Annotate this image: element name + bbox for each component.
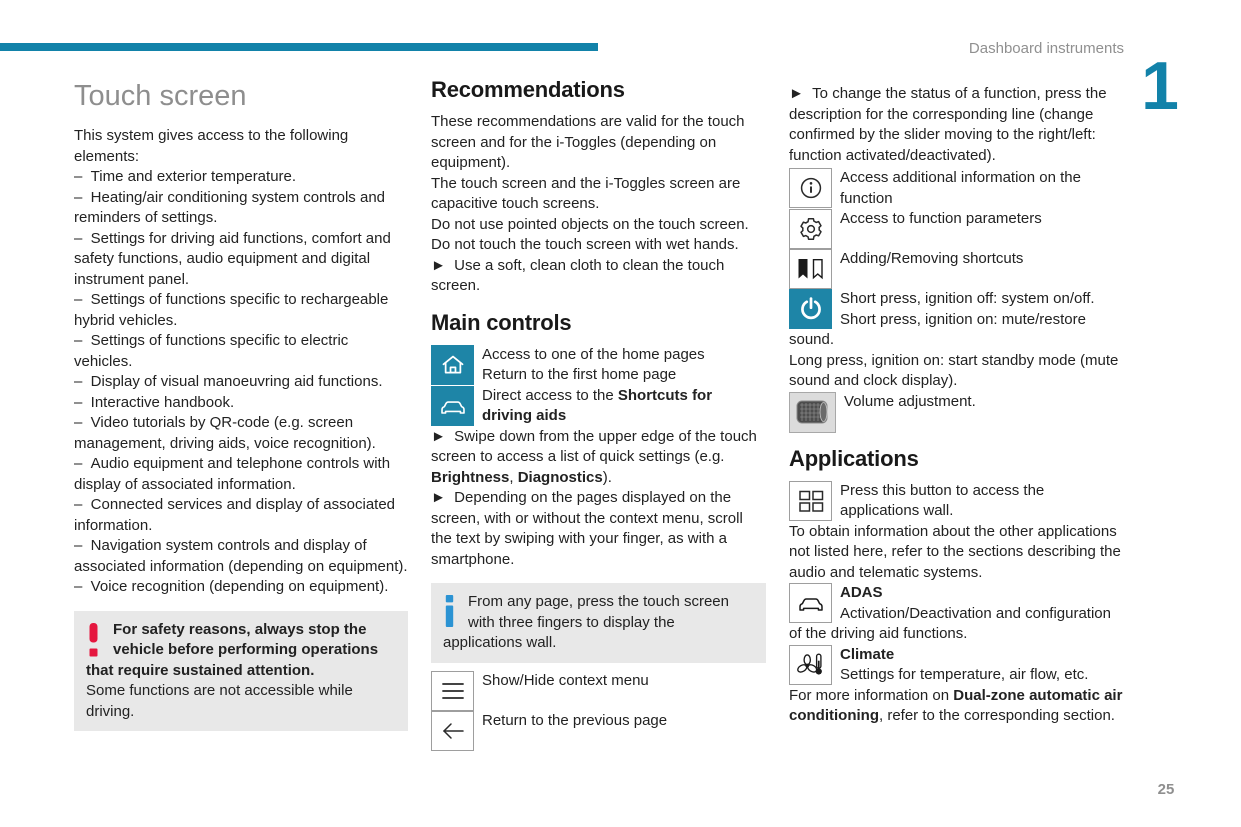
- paragraph: To obtain information about the other applications not listed here, refer to the sections describing the audio and telematic systems.: [789, 522, 1121, 581]
- climate-row-title: Climate: [840, 645, 895, 663]
- list-item: – Heating/air conditioning system controls and reminders of settings.: [74, 188, 386, 226]
- list-item: – Settings of functions specific to electric vehicles.: [74, 332, 349, 370]
- section-title-touch-screen: Touch screen: [74, 80, 247, 112]
- nav-row-context-menu: [431, 671, 766, 711]
- function-row-label: Short press, ignition on: mute/restore sound.: [789, 310, 1086, 348]
- volume-row-label: Volume adjustment.: [844, 392, 976, 410]
- chapter-accent-bar: [0, 43, 598, 51]
- adas-row-desc: Activation/Deactivation and configuration of the driving aid functions.: [789, 604, 1111, 642]
- climate-icon: [789, 645, 832, 685]
- control-row-label: Direct access to the Shortcuts for driving aids: [482, 386, 713, 424]
- nav-row-label: Show/Hide context menu: [482, 671, 649, 689]
- function-row-power: [789, 289, 1124, 351]
- chapter-title: Dashboard instruments: [968, 40, 1124, 57]
- climate-row: [789, 645, 1124, 686]
- volume-knob-icon: [789, 392, 836, 433]
- control-row-home: [431, 345, 766, 386]
- function-row-label: Access additional information on the function: [840, 169, 1081, 207]
- info-circle-icon: [789, 168, 832, 208]
- info-note-text: From any page, press the touch screen with three fingers to display the applications wall.: [443, 593, 729, 651]
- control-row-driving-aids: [431, 386, 766, 427]
- adas-row-title: ADAS: [840, 584, 883, 601]
- list-item: – Interactive handbook.: [74, 393, 235, 411]
- function-row-shortcuts: [789, 249, 1124, 289]
- info-note-box: [431, 583, 766, 663]
- paragraph: ► Depending on the pages displayed on the screen, with or without the context menu, scroll the text by swiping with your finger, as with a smartphone.: [431, 489, 743, 568]
- climate-row-desc: Settings for temperature, air flow, etc.: [840, 666, 1089, 683]
- volume-row: [789, 392, 1124, 433]
- home-icon: [431, 345, 474, 385]
- bookmarks-icon: [789, 249, 832, 289]
- applications-row-label: Press this button to access the applications wall.: [840, 481, 1045, 519]
- paragraph: For more information on Dual-zone automatic air conditioning, refer to the corresponding section.: [789, 686, 1123, 724]
- paragraph: These recommendations are valid for the touch screen and for the i-Toggles (depending on equipment).: [431, 113, 745, 171]
- warning-text: Some functions are not accessible while driving.: [86, 682, 353, 720]
- column-main: [431, 77, 766, 751]
- warning-exclamation-icon: [86, 623, 101, 657]
- nav-row-label: Return to the previous page: [482, 711, 668, 729]
- function-row-label: Short press, ignition off: system on/off.: [840, 290, 1095, 307]
- section-title-recommendations: Recommendations: [431, 77, 625, 102]
- control-row-label: Return to the first home page: [482, 366, 677, 383]
- paragraph: Long press, ignition on: start standby mode (mute sound and clock display).: [789, 351, 1119, 389]
- list-item: – Settings of functions specific to rechargeable hybrid vehicles.: [74, 291, 389, 329]
- section-title-applications: Applications: [789, 445, 919, 471]
- touch-screen-intro: This system gives access to the following elements:: [74, 127, 349, 165]
- function-row-label: Access to function parameters: [840, 210, 1042, 227]
- list-item: – Video tutorials by QR-code (e.g. screen management, driving aids, voice recognition).: [74, 414, 376, 452]
- section-title-main-controls: Main controls: [431, 309, 572, 335]
- function-row-parameters: [789, 209, 1124, 249]
- list-item: – Time and exterior temperature.: [74, 168, 297, 185]
- adas-row: [789, 583, 1124, 645]
- gear-icon: [789, 209, 832, 249]
- paragraph: The touch screen and the i-Toggles screen are capacitive touch screens.: [431, 174, 741, 212]
- list-item: – Connected services and display of associated information.: [74, 496, 396, 534]
- paragraph: ► Use a soft, clean cloth to clean the touch screen.: [431, 256, 725, 294]
- list-item: – Display of visual manoeuvring aid functions.: [74, 373, 383, 390]
- context-menu-icon: [431, 671, 474, 711]
- list-item: – Navigation system controls and display of associated information (depending on equipment).: [74, 537, 408, 575]
- nav-row-back: [431, 711, 766, 751]
- column-functions-applications: [789, 84, 1124, 727]
- function-row-info: [789, 168, 1124, 209]
- list-item: – Settings for driving aid functions, comfort and safety functions, audio equipment and digital instrument panel.: [74, 229, 391, 288]
- app-grid-icon: [789, 481, 832, 521]
- adas-car-icon: [789, 583, 832, 623]
- paragraph: ► Swipe down from the upper edge of the touch screen to access a list of quick settings (e.g. Brightness, Diagnostics).: [431, 427, 757, 486]
- paragraph: Do not touch the touch screen with wet hands.: [431, 236, 739, 253]
- column-touch-screen: [74, 80, 408, 731]
- applications-row: [789, 481, 1124, 522]
- car-icon: [431, 386, 474, 426]
- function-row-label: Adding/Removing shortcuts: [840, 250, 1024, 267]
- chapter-number: 1: [1141, 48, 1179, 124]
- page-number: 25: [1157, 781, 1175, 798]
- paragraph: ► To change the status of a function, press the description for the corresponding line (change confirmed by the slider moving to the right/left: function activated/deactivated).: [789, 85, 1107, 164]
- paragraph: Do not use pointed objects on the touch screen.: [431, 215, 749, 233]
- control-row-label: Access to one of the home pages: [482, 345, 705, 363]
- info-i-icon: [443, 595, 456, 627]
- power-icon: [789, 289, 832, 329]
- warning-text-bold: For safety reasons, always stop the vehicle before performing operations that require sustained attention.: [86, 620, 379, 679]
- safety-warning-box: [74, 611, 408, 732]
- list-item: – Voice recognition (depending on equipment).: [74, 578, 389, 595]
- list-item: – Audio equipment and telephone controls with display of associated information.: [74, 455, 391, 493]
- back-arrow-icon: [431, 711, 474, 751]
